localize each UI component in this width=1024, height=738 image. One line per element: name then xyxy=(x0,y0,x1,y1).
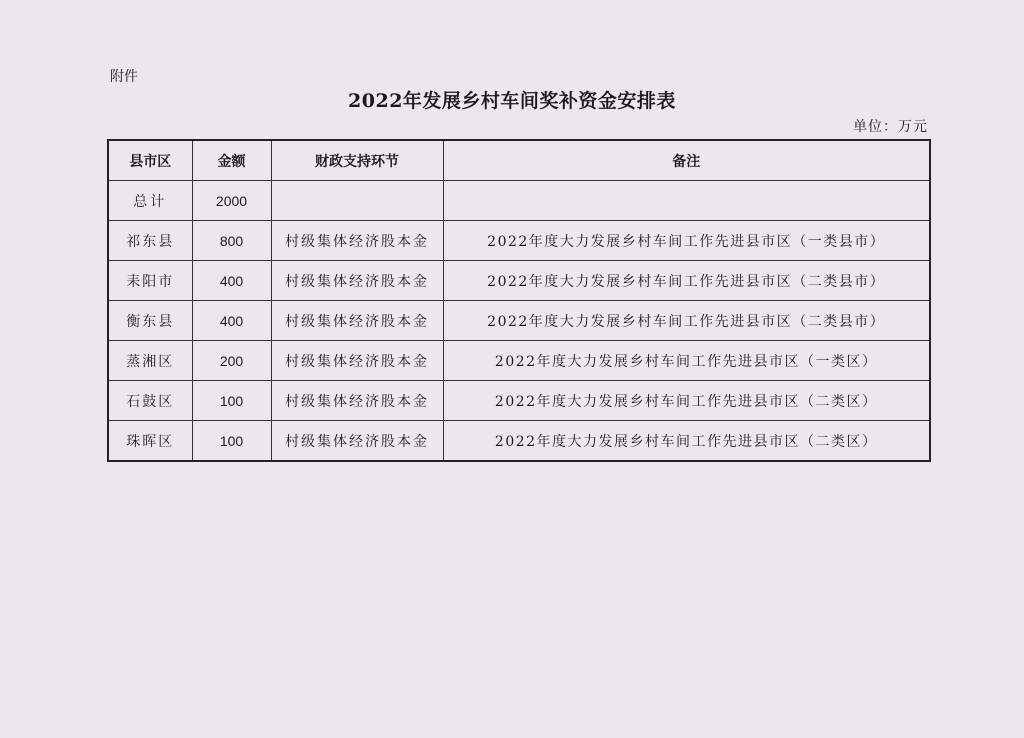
remark-cell: 2022年度大力发展乡村车间工作先进县市区（一类县市） xyxy=(443,221,930,261)
county-cell: 衡东县 xyxy=(108,301,192,341)
funding-link-cell: 村级集体经济股本金 xyxy=(271,341,443,381)
total-label: 总计 xyxy=(108,181,192,221)
attachment-label: 附件 xyxy=(110,69,138,85)
total-remark xyxy=(443,181,930,221)
header-amount: 金额 xyxy=(192,140,271,181)
amount-cell: 800 xyxy=(192,221,271,261)
table-row xyxy=(108,421,930,462)
table-header-row xyxy=(108,140,930,181)
table-row xyxy=(108,341,930,381)
remark-cell: 2022年度大力发展乡村车间工作先进县市区（二类区） xyxy=(443,421,930,462)
amount-cell: 400 xyxy=(192,301,271,341)
allocation-table xyxy=(107,139,931,462)
table-row xyxy=(108,261,930,301)
county-cell: 祁东县 xyxy=(108,221,192,261)
funding-link-cell: 村级集体经济股本金 xyxy=(271,381,443,421)
funding-link-cell: 村级集体经济股本金 xyxy=(271,221,443,261)
header-funding-link: 财政支持环节 xyxy=(271,140,443,181)
amount-cell: 100 xyxy=(192,381,271,421)
amount-cell: 200 xyxy=(192,341,271,381)
funding-link-cell: 村级集体经济股本金 xyxy=(271,421,443,462)
unit-label: 单位：万元 xyxy=(853,119,928,135)
table-total-row xyxy=(108,181,930,221)
county-cell: 珠晖区 xyxy=(108,421,192,462)
amount-cell: 400 xyxy=(192,261,271,301)
header-county: 县市区 xyxy=(108,140,192,181)
table-row xyxy=(108,221,930,261)
funding-link-cell: 村级集体经济股本金 xyxy=(271,261,443,301)
table-row xyxy=(108,381,930,421)
remark-cell: 2022年度大力发展乡村车间工作先进县市区（二类县市） xyxy=(443,301,930,341)
remark-cell: 2022年度大力发展乡村车间工作先进县市区（二类区） xyxy=(443,381,930,421)
page-title: 2022年发展乡村车间奖补资金安排表 xyxy=(348,90,676,112)
county-cell: 耒阳市 xyxy=(108,261,192,301)
header-remark: 备注 xyxy=(443,140,930,181)
amount-cell: 100 xyxy=(192,421,271,462)
table-row xyxy=(108,301,930,341)
county-cell: 蒸湘区 xyxy=(108,341,192,381)
total-funding-link xyxy=(271,181,443,221)
remark-cell: 2022年度大力发展乡村车间工作先进县市区（一类区） xyxy=(443,341,930,381)
remark-cell: 2022年度大力发展乡村车间工作先进县市区（二类县市） xyxy=(443,261,930,301)
total-amount: 2000 xyxy=(192,181,271,221)
funding-link-cell: 村级集体经济股本金 xyxy=(271,301,443,341)
county-cell: 石鼓区 xyxy=(108,381,192,421)
